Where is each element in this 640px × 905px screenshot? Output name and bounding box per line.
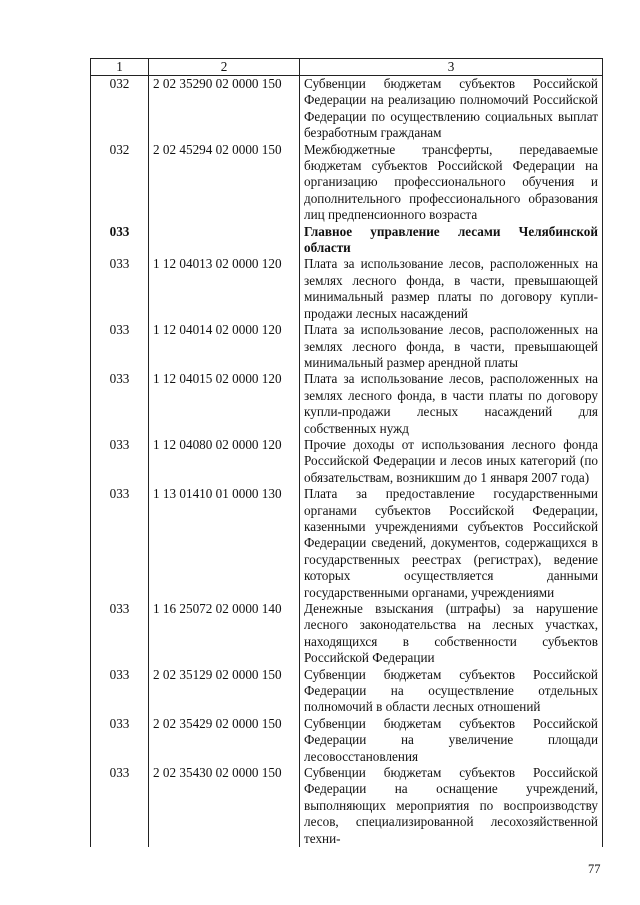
- revenue-code-cell: 1 16 25072 02 0000 140: [149, 601, 300, 667]
- admin-code-cell: 032: [91, 142, 149, 224]
- revenue-code-cell: 1 12 04013 02 0000 120: [149, 256, 300, 322]
- revenue-code-cell: 1 12 04015 02 0000 120: [149, 371, 300, 437]
- table-row: [91, 437, 603, 486]
- header-col-3: 3: [300, 59, 603, 76]
- revenue-name-cell: Плата за использование лесов, расположенных на землях лесного фонда, в части платы по договору купли-продажи лесных насаждений для собственных нужд: [300, 371, 603, 437]
- admin-code-cell: 033: [91, 437, 149, 486]
- admin-code-cell: 033: [91, 601, 149, 667]
- revenue-code-cell: 1 13 01410 01 0000 130: [149, 486, 300, 601]
- revenue-name-cell: Плата за использование лесов, расположенных на землях лесного фонда, в части, превышающей минимальный размер арендной платы: [300, 322, 603, 371]
- admin-code-cell: 033: [91, 256, 149, 322]
- table-header: [91, 59, 603, 76]
- table-row: [91, 765, 603, 847]
- revenue-name-cell: Субвенции бюджетам субъектов Российской Федерации на увеличение площади лесовосстановления: [300, 716, 603, 765]
- admin-code-cell: 033: [91, 371, 149, 437]
- table-row: [91, 224, 603, 257]
- revenue-code-cell: 2 02 35429 02 0000 150: [149, 716, 300, 765]
- admin-code-cell: 033: [91, 486, 149, 601]
- table-row: [91, 142, 603, 224]
- revenue-code-cell: 1 12 04080 02 0000 120: [149, 437, 300, 486]
- revenue-name-cell: Главное управление лесами Челябинской области: [300, 224, 603, 257]
- revenue-name-cell: Субвенции бюджетам субъектов Российской Федерации на осуществление отдельных полномочий в области лесных отношений: [300, 667, 603, 716]
- table-row: [91, 601, 603, 667]
- revenue-name-cell: Прочие доходы от использования лесного фонда Российской Федерации и лесов иных категорий (по обязательствам, возникшим до 1 января 2007 года): [300, 437, 603, 486]
- table-row: [91, 76, 603, 142]
- header-col-2: 2: [149, 59, 300, 76]
- table-row: [91, 371, 603, 437]
- admin-code-cell: 032: [91, 76, 149, 142]
- revenue-name-cell: Межбюджетные трансферты, передаваемые бюджетам субъектов Российской Федерации на организацию профессионального обучения и дополнительного профессионального образования лиц предпенсионного возраста: [300, 142, 603, 224]
- table-row: [91, 716, 603, 765]
- admin-code-cell: 033: [91, 667, 149, 716]
- revenue-codes-table: [90, 58, 603, 847]
- header-col-1: 1: [91, 59, 149, 76]
- revenue-code-cell: 2 02 45294 02 0000 150: [149, 142, 300, 224]
- revenue-name-cell: Субвенции бюджетам субъектов Российской Федерации на оснащение учреждений, выполняющих мероприятия по воспроизводству лесов, специализированной лесохозяйственной техни-: [300, 765, 603, 847]
- revenue-name-cell: Субвенции бюджетам субъектов Российской Федерации на реализацию полномочий Российской Федерации по осуществлению социальных выплат безработным гражданам: [300, 76, 603, 142]
- revenue-code-cell: 2 02 35290 02 0000 150: [149, 76, 300, 142]
- table-row: [91, 256, 603, 322]
- table-row: [91, 322, 603, 371]
- header-row: [91, 59, 603, 76]
- revenue-name-cell: Плата за предоставление государственными органами субъектов Российской Федерации, казенными учреждениями субъектов Российской Федерации сведений, документов, содержащихся в государственных реестрах (регистрах), ведение которых осуществляется данными государственными органами, учреждениями: [300, 486, 603, 601]
- page-number: 77: [588, 862, 601, 876]
- admin-code-cell: 033: [91, 322, 149, 371]
- revenue-code-cell: 2 02 35430 02 0000 150: [149, 765, 300, 847]
- table-body: [91, 76, 603, 848]
- table-row: [91, 486, 603, 601]
- revenue-code-cell: 2 02 35129 02 0000 150: [149, 667, 300, 716]
- table-row: [91, 667, 603, 716]
- revenue-code-cell: [149, 224, 300, 257]
- admin-code-cell: 033: [91, 765, 149, 847]
- revenue-code-cell: 1 12 04014 02 0000 120: [149, 322, 300, 371]
- admin-code-cell: 033: [91, 716, 149, 765]
- admin-code-cell: 033: [91, 224, 149, 257]
- revenue-name-cell: Денежные взыскания (штрафы) за нарушение лесного законодательства на лесных участках, находящихся в собственности субъектов Российской Федерации: [300, 601, 603, 667]
- revenue-name-cell: Плата за использование лесов, расположенных на землях лесного фонда, в части, превышающей минимальный размер платы по договору купли-продажи лесных насаждений: [300, 256, 603, 322]
